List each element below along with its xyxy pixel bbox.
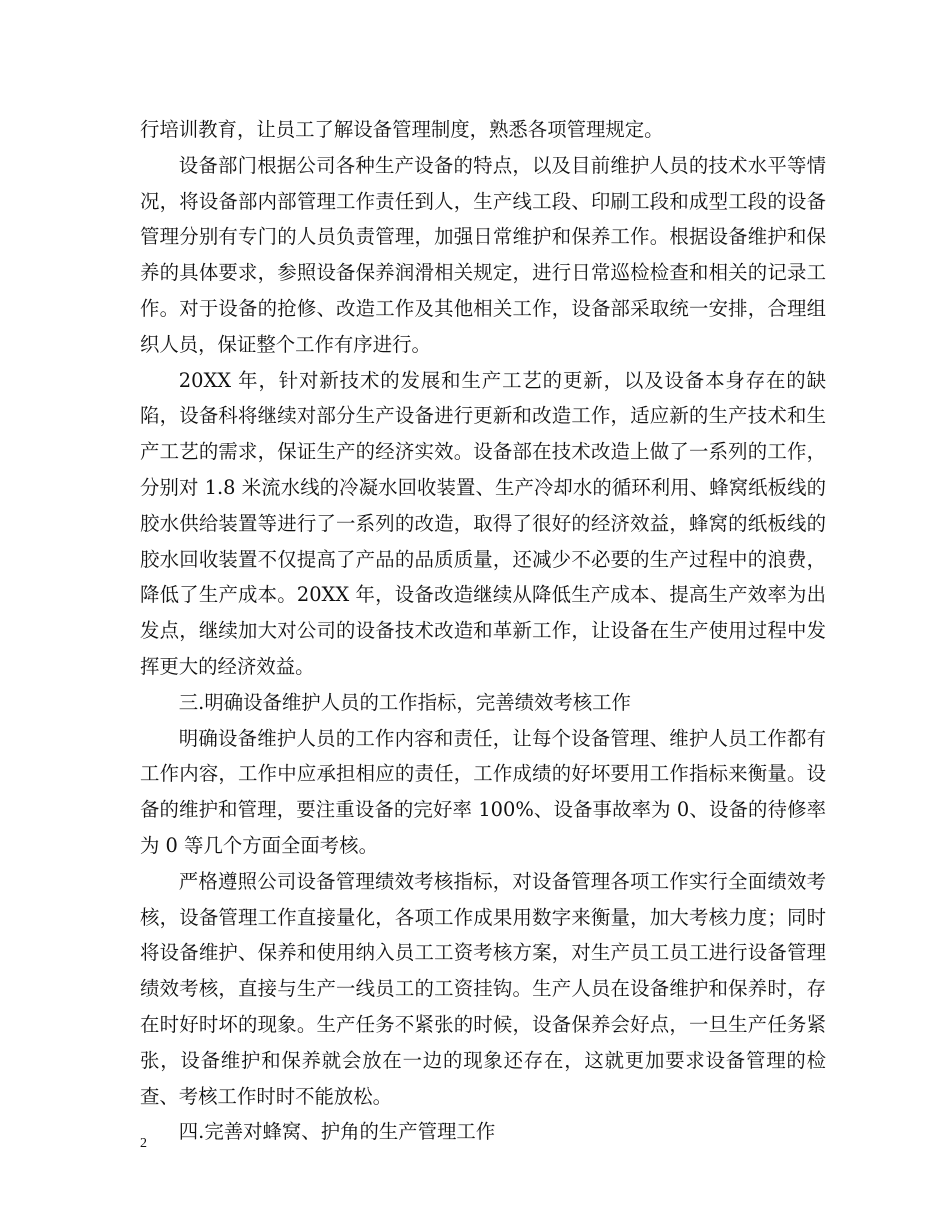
paragraph-2: 设备部门根据公司各种生产设备的特点，以及目前维护人员的技术水平等情况，将设备部内部管理工作责任到人，生产线工段、印刷工段和成型工段的设备管理分别有专门的人员负责管理，加强日常维护和保养工作。根据设备维护和保养的具体要求，参照设备保养润滑相关规定，进行日常巡检检查和相关的记录工作。对于设备的抢修、改造工作及其他相关工作，设备部采取统一安排，合理组织人员，保证整个工作有序进行。: [140, 153, 826, 356]
section-heading-3: 三.明确设备维护人员的工作指标，完善绩效考核工作: [178, 690, 631, 714]
paragraph-1: 行培训教育，让员工了解设备管理制度，熟悉各项管理规定。: [140, 118, 664, 141]
paragraph-5: 严格遵照公司设备管理绩效考核指标，对设备管理各项工作实行全面绩效考核，设备管理工作直接量化，各项工作成果用数字来衡量，加大考核力度；同时将设备维护、保养和使用纳入员工工资考核方案，对生产员工员工进行设备管理绩效考核，直接与生产一线员工的工资挂钩。生产人员在设备维护和保养时，存在时好时坏的现象。生产任务不紧张的时候，设备保养会好点，一旦生产任务紧张，设备维护和保养就会放在一边的现象还存在，这就更加要求设备管理的检查、考核工作时时不能放松。: [140, 869, 826, 1108]
page-number: 2: [140, 1136, 147, 1151]
section-heading-4: 四.完善对蜂窝、护角的生产管理工作: [178, 1120, 496, 1144]
paragraph-3: 20XX 年，针对新技术的发展和生产工艺的更新，以及设备本身存在的缺陷，设备科将继续对部分生产设备进行更新和改造工作，适应新的生产技术和生产工艺的需求，保证生产的经济实效。设备部在技术改造上做了一系列的工作，分别对 1.8 米流水线的冷凝水回收装置、生产冷却水的循环利用、蜂窝纸板线的胶水供给装置等进行了一系列的改造，取得了很好的经济效益，蜂窝的纸板线的胶水回收装置不仅提高了产品的品质质量，还减少不必要的生产过程中的浪费，降低了生产成本。20XX 年，设备改造继续从降低生产成本、提高生产效率为出发点，继续加大对公司的设备技术改造和革新工作，让设备在生产使用过程中发挥更大的经济效益。: [140, 368, 826, 678]
paragraph-4: 明确设备维护人员的工作内容和责任，让每个设备管理、维护人员工作都有工作内容，工作中应承担相应的责任，工作成绩的好坏要用工作指标来衡量。设备的维护和管理，要注重设备的完好率 100%、设备事故率为 0、设备的待修率为 0 等几个方面全面考核。: [140, 726, 826, 857]
document-body: [140, 112, 826, 1150]
